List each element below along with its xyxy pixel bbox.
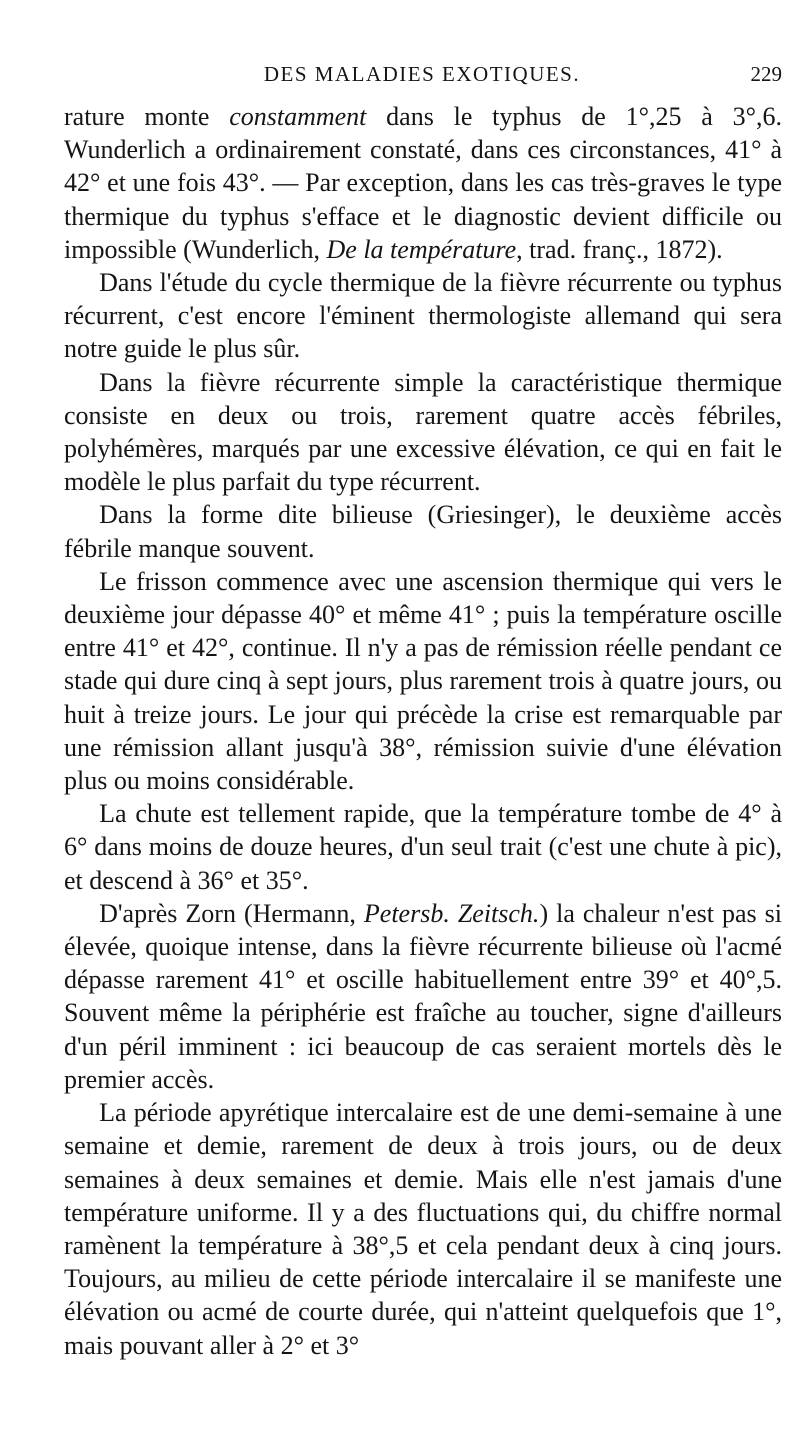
- text-run: D'après Zorn (Hermann,: [99, 898, 364, 928]
- running-head: DES MALADIES EXOTIQUES.: [263, 62, 581, 86]
- text-run: Dans la fièvre récurrente simple la caractéristique thermique consiste en deux ou trois, rarement quatre accès fébriles, polyhémères, marqués par une excessive élévation, ce qui en fait le modèle le plus parfait du type récurrent.: [64, 367, 782, 497]
- text-run: ) la chaleur n'est pas si élevée, quoique intense, dans la fièvre récurrente bilieuse où l'acmé dépasse rarement 41° et oscille habituellement entre 39° et 40°,5. Souvent même la périphérie est fraîche au toucher, signe d'ailleurs d'un péril imminent : ici beaucoup de cas seraient mortels dès le premier accès.: [64, 898, 782, 1094]
- paragraph: [64, 366, 782, 499]
- text-run: Le frisson commence avec une ascension thermique qui vers le deuxième jour dépasse 40° et même 41° ; puis la température oscille entre 41° et 42°, continue. Il n'y a pas de rémission réelle pendant ce stade qui dure cinq à sept jours, plus rarement trois à quatre jours, ou huit à treize jours. Le jour qui précède la crise est remarquable par une rémission allant jusqu'à 38°, rémission suivie d'une élévation plus ou moins considérable.: [64, 566, 782, 796]
- text-run: La période apyrétique intercalaire est de une demi-semaine à une semaine et demie, rarement de deux à trois jours, ou de deux semaines à deux semaines et demie. Mais elle n'est jamais d'une température uniforme. Il y a des fluctuations qui, du chiffre normal ramènent la température à 38°,5 et cela pendant deux à cinq jours. Toujours, au milieu de cette période intercalaire il se manifeste une élévation ou acmé de courte durée, qui n'atteint quelquefois que 1°, mais pouvant aller à 2° et 3°: [64, 1098, 782, 1360]
- paragraph: [64, 797, 782, 897]
- paragraph: [64, 498, 782, 564]
- text-run: rature monte: [64, 102, 230, 131]
- text-run: dans le typhus de 1°,25 à 3°,6. Wunderlich a ordinairement constaté, dans ces circonstances, 41° à 42° et une fois 43°. — Par exception, dans les cas très-graves le type thermique du typhus s'efface et le diagnostic devient difficile ou impossible (Wunderlich,: [64, 102, 783, 264]
- text-run: , trad. franç., 1872).: [516, 234, 723, 264]
- paragraph: [64, 897, 782, 1096]
- italic-run: Petersb. Zeitsch.: [363, 898, 540, 928]
- page-header: [62, 62, 782, 94]
- italic-run: constamment: [229, 102, 367, 131]
- page-number: 229: [750, 62, 782, 86]
- text-run: La chute est tellement rapide, que la température tombe de 4° à 6° dans moins de douze heures, d'un seul trait (c'est une chute à pic), et descend à 36° et 35°.: [64, 799, 782, 895]
- paragraph: [64, 266, 782, 366]
- paragraph: [64, 1096, 782, 1362]
- text-run: Dans l'étude du cycle thermique de la fièvre récurrente ou typhus récurrent, c'est encore l'éminent thermologiste allemand qui sera notre guide le plus sûr.: [64, 268, 782, 364]
- italic-run: De la température: [326, 234, 517, 264]
- paragraph: [64, 100, 782, 266]
- text-run: Dans la forme dite bilieuse (Griesinger), le deuxième accès fébrile manque souvent.: [64, 500, 782, 563]
- body-text: [64, 100, 782, 1362]
- paragraph: [64, 565, 782, 797]
